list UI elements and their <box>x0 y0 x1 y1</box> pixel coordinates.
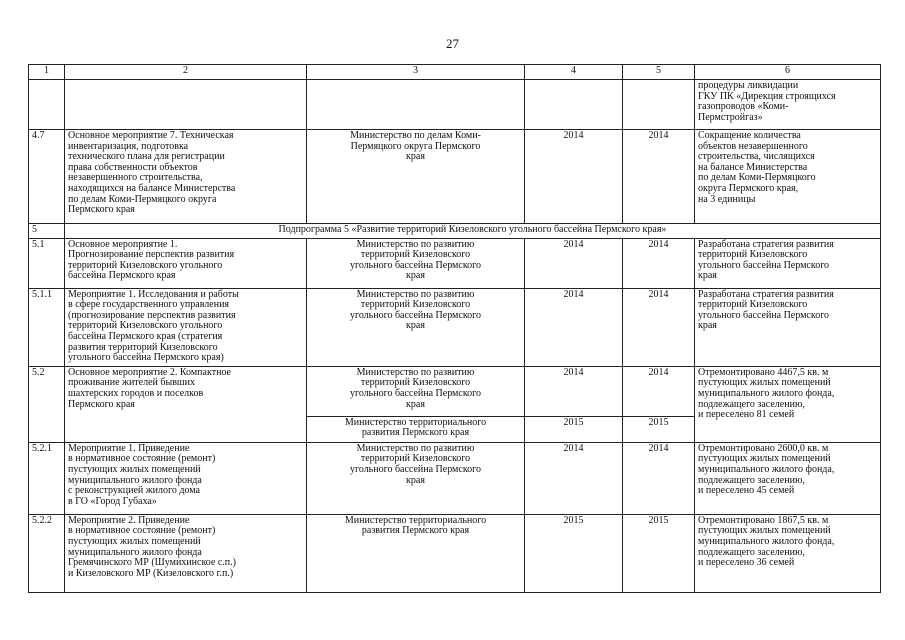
event-cell-line: находящихся на балансе Министерства <box>68 182 236 194</box>
program-table <box>28 64 881 593</box>
result-cell-line: строительства, числящихся <box>698 151 815 163</box>
result-cell-line: газопроводов «Коми- <box>698 101 789 113</box>
event-cell-line: муниципального жилого фонда <box>68 546 202 558</box>
executor-cell-line: Министерство по развитию <box>356 366 475 378</box>
event-cell-line: проживание жителей бывших <box>68 377 195 389</box>
event-cell-line: Мероприятие 1. Исследования и работы <box>68 288 239 300</box>
event-cell-line: развития территорий Кизеловского <box>68 341 218 353</box>
subprogram-row <box>29 224 881 239</box>
start-year: 2014 <box>525 366 623 416</box>
event-cell-line: бассейна Пермского края (стратегия <box>68 330 223 342</box>
start-year: 2014 <box>525 130 623 224</box>
executor-cell-line: территорий Кизеловского <box>360 377 471 389</box>
event-cell-line: в нормативное состояние (ремонт) <box>68 453 216 465</box>
result-cell-line: Отремонтировано 4467,5 кв. м <box>698 366 829 378</box>
result-cell-line: пустующих жилых помещений <box>698 525 831 537</box>
start-year: 2014 <box>525 238 623 288</box>
executor-cell-line: Министерство по развитию <box>356 238 475 250</box>
event-cell-line: пустующих жилых помещений <box>68 463 201 475</box>
event-cell-line: муниципального жилого фонда <box>68 474 202 486</box>
result-cell <box>695 238 881 288</box>
result-cell-line: и переселено 36 семей <box>698 557 795 569</box>
executor-cell-line: территорий Кизеловского <box>360 249 471 261</box>
executor-cell <box>307 416 525 442</box>
executor-cell <box>307 366 525 416</box>
executor-cell-line: края <box>406 320 425 332</box>
executor-cell-line: территорий Кизеловского <box>360 299 471 311</box>
executor-cell-line: развития Пермского края <box>361 427 470 439</box>
end-year: 2014 <box>623 442 695 514</box>
event-cell-line: Гремячинского МР (Шумихинское с.п.) <box>68 557 236 569</box>
column-header: 2 <box>65 65 307 80</box>
event-cell-line: Основное мероприятие 1. <box>68 238 178 250</box>
executor-cell-line: края <box>406 474 425 486</box>
event-cell-line: в нормативное состояние (ремонт) <box>68 525 216 537</box>
result-cell-line: и переселено 45 семей <box>698 485 795 497</box>
result-cell-line: муниципального жилого фонда, <box>698 535 835 547</box>
table-row <box>29 442 881 514</box>
table-row <box>29 80 881 130</box>
result-cell-line: по делам Коми-Пермяцкого <box>698 172 816 184</box>
event-cell-line: незавершенного строительства, <box>68 172 203 184</box>
start-year: 2015 <box>525 416 623 442</box>
result-cell-line: на балансе Министерства <box>698 161 808 173</box>
table-row <box>29 288 881 366</box>
event-cell <box>65 80 307 130</box>
result-cell-line: подлежащего заселению, <box>698 546 805 558</box>
column-header: 4 <box>525 65 623 80</box>
event-cell-line: по делам Коми-Пермяцкого округа <box>68 193 217 205</box>
executor-cell-line: Министерство по делам Коми- <box>350 130 481 141</box>
table-row <box>29 130 881 224</box>
table-row <box>29 238 881 288</box>
table-row <box>29 514 881 592</box>
result-cell-line: Разработана стратегия развития <box>698 288 834 300</box>
result-cell <box>695 80 881 130</box>
row-number: 5.2.2 <box>29 514 65 592</box>
executor-cell-line: угольного бассейна Пермского <box>349 259 482 271</box>
result-cell-line: и переселено 81 семей <box>698 409 795 421</box>
event-cell-line: с реконструкцией жилого дома <box>68 485 200 497</box>
executor-cell-line: угольного бассейна Пермского <box>349 309 482 321</box>
event-cell-line: права собственности объектов <box>68 161 198 173</box>
end-year <box>623 80 695 130</box>
executor-cell-line: края <box>406 270 425 282</box>
executor-cell-line: Министерство по развитию <box>356 442 475 454</box>
event-cell-line: угольного бассейна Пермского края) <box>68 352 224 364</box>
event-cell-line: пустующих жилых помещений <box>68 535 201 547</box>
result-cell-line: Разработана стратегия развития <box>698 238 834 250</box>
result-cell <box>695 514 881 592</box>
result-cell-line: ГКУ ПК «Дирекция строящихся <box>698 90 836 102</box>
result-cell-line: подлежащего заселению, <box>698 474 805 486</box>
event-cell-line: в ГО «Город Губаха» <box>68 495 157 507</box>
row-number: 5.2.1 <box>29 442 65 514</box>
result-cell <box>695 442 881 514</box>
start-year: 2015 <box>525 514 623 592</box>
executor-cell <box>307 130 525 224</box>
event-cell-line: бассейна Пермского края <box>68 270 176 282</box>
result-cell-line: пустующих жилых помещений <box>698 377 831 389</box>
result-cell-line: территорий Кизеловского <box>698 249 808 261</box>
event-cell-line: и Кизеловского МР (Кизеловского г.п.) <box>68 567 234 579</box>
page-number: 27 <box>446 36 459 51</box>
subprogram-title: Подпрограмма 5 «Развитие территорий Кизеловского угольного бассейна Пермского края» <box>65 224 881 239</box>
end-year: 2015 <box>623 416 695 442</box>
event-cell-line: в сфере государственного управления <box>68 299 230 311</box>
column-header: 5 <box>623 65 695 80</box>
event-cell-line: территорий Кизеловского угольного <box>68 259 223 271</box>
executor-cell-line: края <box>406 398 425 410</box>
event-cell <box>65 514 307 592</box>
executor-cell <box>307 288 525 366</box>
event-cell-line: Пермского края <box>68 398 135 410</box>
start-year: 2014 <box>525 442 623 514</box>
row-number: 5.1 <box>29 238 65 288</box>
result-cell-line: пустующих жилых помещений <box>698 453 831 465</box>
row-number: 5 <box>29 224 65 239</box>
row-number: 5.2 <box>29 366 65 442</box>
result-cell-line: объектов незавершенного <box>698 140 808 152</box>
event-cell-line: (прогнозирование перспектив развития <box>68 309 236 321</box>
executor-cell-line: угольного бассейна Пермского <box>349 387 482 399</box>
row-number: 5.1.1 <box>29 288 65 366</box>
result-cell-line: Сокращение количества <box>698 130 801 141</box>
column-header-row <box>29 65 881 80</box>
result-cell-line: Пермстройгаз» <box>698 111 763 123</box>
row-number <box>29 80 65 130</box>
event-cell <box>65 366 307 442</box>
start-year: 2014 <box>525 288 623 366</box>
executor-cell-line: Министерство по развитию <box>356 288 475 300</box>
result-cell <box>695 130 881 224</box>
column-header: 6 <box>695 65 881 80</box>
result-cell-line: муниципального жилого фонда, <box>698 387 835 399</box>
executor-cell-line: развития Пермского края <box>361 525 470 537</box>
result-cell-line: округа Пермского края, <box>698 182 799 194</box>
event-cell-line: Пермского края <box>68 204 135 216</box>
event-cell-line: технического плана для регистрации <box>68 151 225 163</box>
result-cell-line: угольного бассейна Пермского <box>698 259 830 271</box>
executor-cell-line: угольного бассейна Пермского <box>349 463 482 475</box>
executor-cell-line: территорий Кизеловского <box>360 453 471 465</box>
result-cell-line: угольного бассейна Пермского <box>698 309 830 321</box>
start-year <box>525 80 623 130</box>
result-cell-line: Отремонтировано 1867,5 кв. м <box>698 514 829 526</box>
result-cell <box>695 366 881 442</box>
column-header: 3 <box>307 65 525 80</box>
result-cell <box>695 288 881 366</box>
end-year: 2014 <box>623 288 695 366</box>
event-cell <box>65 288 307 366</box>
event-cell <box>65 442 307 514</box>
executor-cell-line: Министерство территориального <box>344 416 487 428</box>
row-number: 4.7 <box>29 130 65 224</box>
end-year: 2015 <box>623 514 695 592</box>
event-cell <box>65 130 307 224</box>
result-cell-line: подлежащего заселению, <box>698 398 805 410</box>
result-cell-line: процедуры ликвидации <box>698 80 799 91</box>
result-cell-line: на 3 единицы <box>698 193 756 205</box>
result-cell-line: муниципального жилого фонда, <box>698 463 835 475</box>
event-cell-line: территорий Кизеловского угольного <box>68 320 223 332</box>
event-cell-line: Основное мероприятие 7. Техническая <box>68 130 234 141</box>
column-header: 1 <box>29 65 65 80</box>
result-cell-line: Отремонтировано 2600,0 кв. м <box>698 442 829 454</box>
event-cell-line: шахтерских городов и поселков <box>68 387 204 399</box>
end-year: 2014 <box>623 238 695 288</box>
executor-cell <box>307 80 525 130</box>
end-year: 2014 <box>623 366 695 416</box>
executor-cell-line: Министерство территориального <box>344 514 487 526</box>
event-cell-line: Мероприятие 1. Приведение <box>68 442 190 454</box>
event-cell-line: инвентаризация, подготовка <box>68 140 189 152</box>
result-cell-line: края <box>698 270 717 282</box>
result-cell-line: территорий Кизеловского <box>698 299 808 311</box>
executor-cell-line: Пермяцкого округа Пермского <box>350 140 481 152</box>
event-cell-line: Мероприятие 2. Приведение <box>68 514 190 526</box>
event-cell-line: Основное мероприятие 2. Компактное <box>68 366 231 378</box>
table-row <box>29 366 881 416</box>
executor-cell <box>307 442 525 514</box>
end-year: 2014 <box>623 130 695 224</box>
executor-cell <box>307 238 525 288</box>
event-cell-line: Прогнозирование перспектив развития <box>68 249 235 261</box>
result-cell-line: края <box>698 320 717 332</box>
event-cell <box>65 238 307 288</box>
executor-cell <box>307 514 525 592</box>
executor-cell-line: края <box>406 151 425 163</box>
